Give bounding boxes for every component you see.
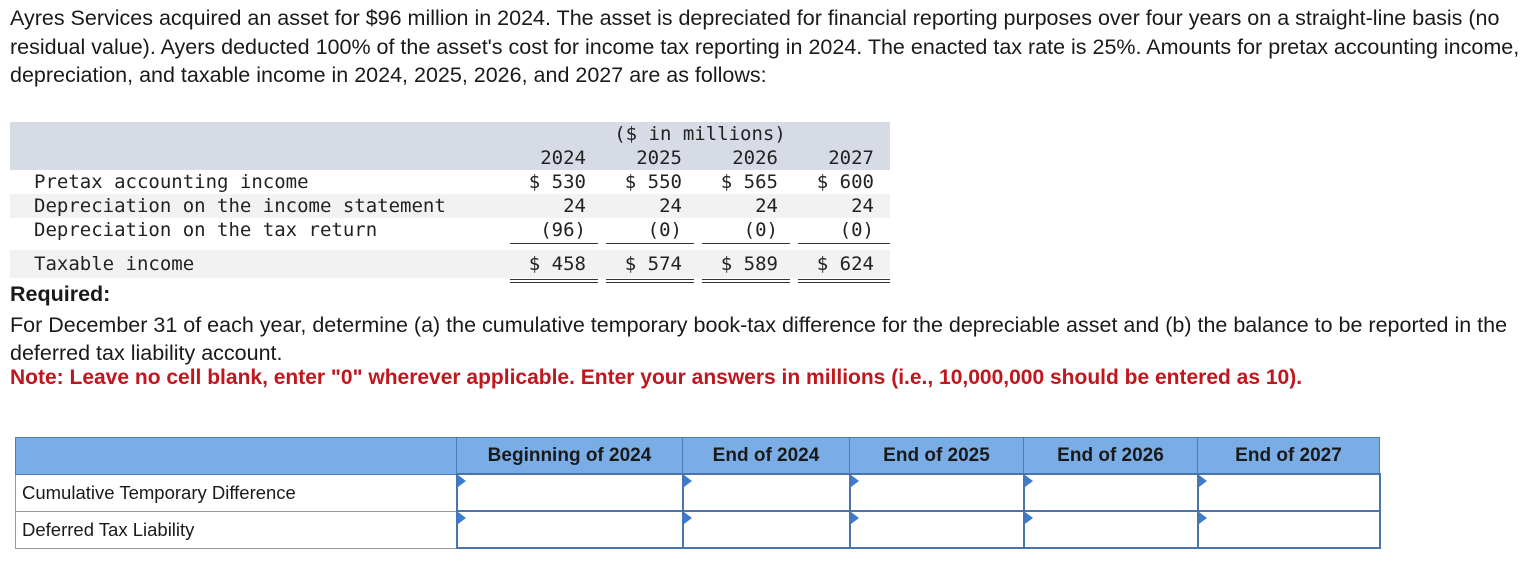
input-flag-icon: [458, 475, 466, 487]
ctd-beginning-2024-input[interactable]: [458, 475, 682, 510]
underline: [510, 243, 598, 244]
cell-dtl-beginning-2024[interactable]: [457, 511, 683, 548]
year-header-2027: 2027: [828, 147, 874, 169]
cell-value: $ 600: [816, 171, 874, 193]
cell-dtl-end-2026[interactable]: [1024, 511, 1198, 548]
cell-ctd-beginning-2024[interactable]: [457, 474, 683, 511]
input-flag-icon: [1025, 475, 1033, 487]
year-header-2024: 2024: [540, 147, 586, 169]
answer-table: [15, 437, 1381, 549]
cell-value: $ 550: [624, 171, 682, 193]
unit-label: ($ in millions): [614, 123, 786, 145]
underline: [798, 243, 890, 244]
ctd-end-2026-input[interactable]: [1025, 475, 1197, 510]
double-underline: [606, 279, 694, 283]
cell-ctd-end-2024[interactable]: [683, 474, 850, 511]
dtl-end-2027-input[interactable]: [1199, 512, 1379, 547]
double-underline: [510, 279, 598, 283]
required-heading: Required:: [10, 282, 111, 306]
col-header-end-2026: End of 2026: [1024, 438, 1198, 475]
ctd-end-2027-input[interactable]: [1199, 475, 1379, 510]
input-flag-icon: [1025, 512, 1033, 524]
dtl-end-2026-input[interactable]: [1025, 512, 1197, 547]
row-pretax-income: [10, 170, 890, 194]
input-flag-icon: [684, 512, 692, 524]
row-taxable-income: [10, 250, 890, 278]
ctd-end-2024-input[interactable]: [684, 475, 849, 510]
underline: [702, 243, 790, 244]
answer-header-row: [16, 438, 1380, 475]
cell-dtl-end-2027[interactable]: [1198, 511, 1380, 548]
cell-value: 24: [755, 195, 778, 217]
cell-value: (0): [647, 219, 682, 241]
year-header-2026: 2026: [732, 147, 778, 169]
dtl-beginning-2024-input[interactable]: [458, 512, 682, 547]
input-flag-icon: [1199, 475, 1207, 487]
required-instructions: For December 31 of each year, determine (a) the cumulative temporary book-tax difference for the depreciable asset and (b) the balance to be reported in the deferred tax liability account.: [10, 313, 1508, 365]
cell-value: 24: [851, 195, 874, 217]
year-header-2025: 2025: [636, 147, 682, 169]
cell-ctd-end-2026[interactable]: [1024, 474, 1198, 511]
double-underline: [798, 279, 890, 283]
row-book-depreciation: [10, 194, 890, 218]
cell-value: (0): [743, 219, 778, 241]
cell-ctd-end-2027[interactable]: [1198, 474, 1380, 511]
cell-value: $ 589: [720, 253, 778, 275]
cell-value: (0): [839, 219, 874, 241]
input-flag-icon: [684, 475, 692, 487]
row-tax-depreciation: [10, 218, 890, 242]
cell-dtl-end-2025[interactable]: [850, 511, 1024, 548]
cell-value: $ 458: [528, 253, 586, 275]
cell-value: $ 530: [528, 171, 586, 193]
double-underline: [702, 279, 790, 283]
col-header-beginning-2024: Beginning of 2024: [457, 438, 683, 475]
answer-row-deferred-tax-liability: [16, 511, 1380, 548]
row-label: Pretax accounting income: [34, 171, 309, 193]
cell-value: $ 624: [816, 253, 874, 275]
row-label: Taxable income: [34, 253, 195, 275]
ctd-end-2025-input[interactable]: [851, 475, 1023, 510]
row-label-cumulative-difference: Cumulative Temporary Difference: [16, 474, 457, 511]
cell-value: 24: [659, 195, 682, 217]
cell-dtl-end-2024[interactable]: [683, 511, 850, 548]
cell-value: (96): [540, 219, 586, 241]
underline: [606, 243, 694, 244]
problem-statement: Ayres Services acquired an asset for $96 million in 2024. The asset is depreciated for financial reporting purposes over four years on a straight-line basis (no residual value). Ayers deducted 100% of the asset's cost for income tax reporting in 2024. The enacted tax rate is 25%. Amounts for pretax accounting income, depreciation, and taxable income in 2024, 2025, 2026, and 2027 are as follows:: [10, 6, 1520, 87]
col-header-end-2027: End of 2027: [1198, 438, 1380, 475]
cell-ctd-end-2025[interactable]: [850, 474, 1024, 511]
row-label-deferred-tax-liability: Deferred Tax Liability: [16, 511, 457, 548]
input-flag-icon: [851, 512, 859, 524]
input-flag-icon: [851, 475, 859, 487]
answer-header-blank: [16, 438, 457, 475]
input-flag-icon: [1199, 512, 1207, 524]
input-flag-icon: [458, 512, 466, 524]
row-label: Depreciation on the tax return: [34, 219, 378, 241]
dtl-end-2025-input[interactable]: [851, 512, 1023, 547]
dtl-end-2024-input[interactable]: [684, 512, 849, 547]
entry-note: Note: Leave no cell blank, enter "0" wherever applicable. Enter your answers in millions (i.e., 10,000,000 should be entered as 10).: [10, 366, 1303, 389]
cell-value: $ 574: [624, 253, 682, 275]
cell-value: 24: [563, 195, 586, 217]
cell-value: $ 565: [720, 171, 778, 193]
answer-row-cumulative-difference: [16, 474, 1380, 511]
col-header-end-2024: End of 2024: [683, 438, 850, 475]
col-header-end-2025: End of 2025: [850, 438, 1024, 475]
row-label: Depreciation on the income statement: [34, 195, 446, 217]
